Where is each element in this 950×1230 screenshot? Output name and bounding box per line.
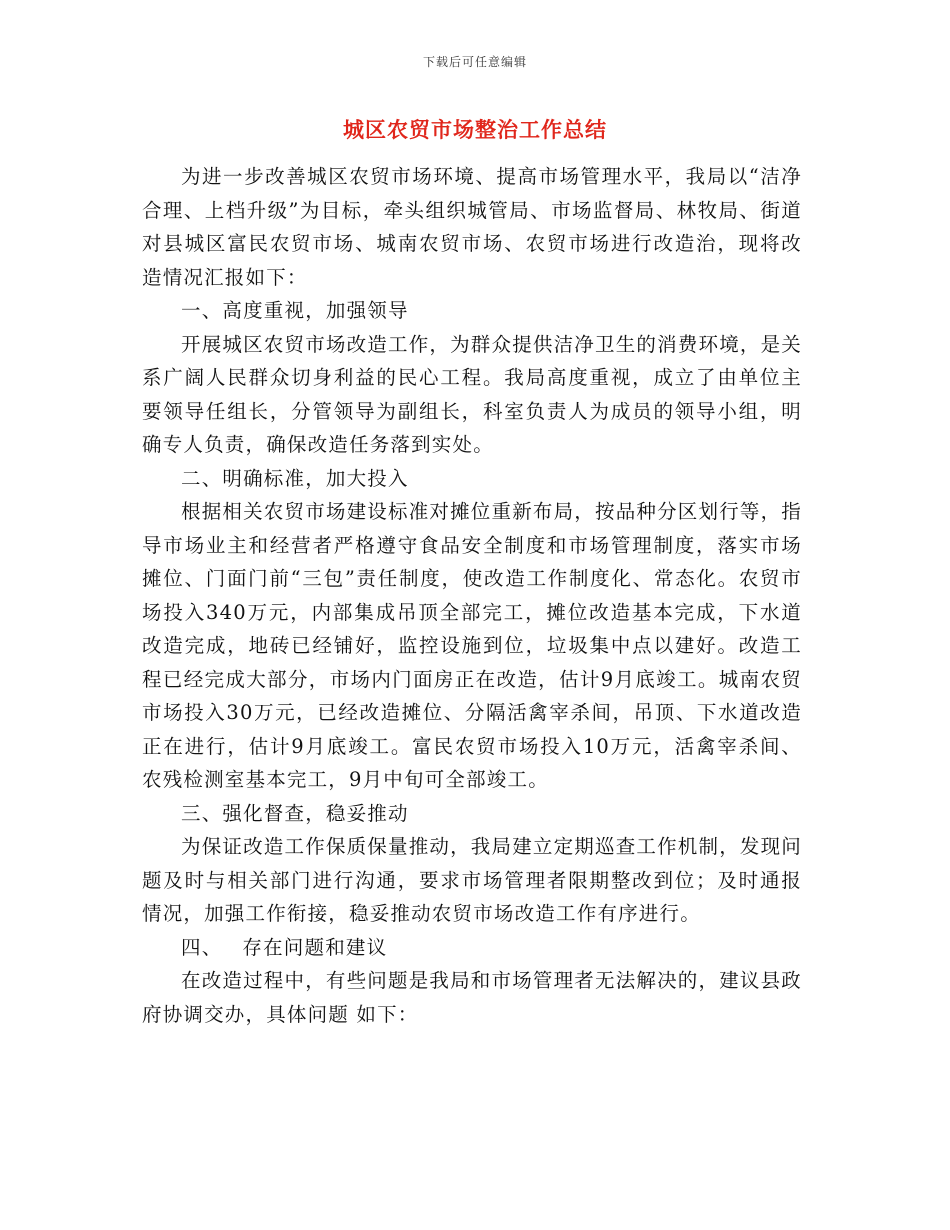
section-3-heading: 三、强化督查，稳妥推动 (181, 801, 409, 825)
intro-paragraph: 为进一步改善城区农贸市场环境、提高市场管理水平，我局以“洁净合理、上档升级”为目标，牵头组织城管局、市场监督局、林牧局、街道对县城区富民农贸市场、城南农贸市场、农贸市场进行改造治，现将改造情况汇报如下： (142, 165, 802, 289)
section-4-heading (142, 931, 802, 965)
document-title: 城区农贸市场整治工作总结 (343, 117, 607, 142)
section-4-heading-text: 存在问题和建议 (242, 935, 388, 959)
section-4-paragraph: 在改造过程中，有些问题是我局和市场管理者无法解决的，建议县政府协调交办，具体问题 如下： (142, 969, 803, 1026)
section-1-paragraph: 开展城区农贸市场改造工作，为群众提供洁净卫生的消费环境，是关系广阔人民群众切身利益的民心工程。我局高度重视，成立了由单位主要领导任组长，分管领导为副组长，科室负责人为成员的领导小组，明确专人负责，确保改造任务落到实处。 (142, 332, 803, 456)
section-2-paragraph: 根据相关农贸市场建设标准对摊位重新布局，按品种分区划行等，指导市场业主和经营者严格遵守食品安全制度和市场管理制度，落实市场摊位、门面门前“三包”责任制度，使改造工作制度化、常态化。农贸市场投入340万元，内部集成吊顶全部完工，摊位改造基本完成，下水道改造完成，地砖已经铺好，监控设施到位，垃圾集中点以建好。改造工程已经完成大部分，市场内门面房正在改造，估计9月底竣工。城南农贸市场投入30万元，已经改造摊位、分隔活禽宰杀间，吊顶、下水道改造正在进行，估计9月底竣工。富民农贸市场投入10万元，活禽宰杀间、农残检测室基本完工，9月中旬可全部竣工。 (142, 500, 803, 791)
section-4-heading-number: 四、 (181, 935, 223, 959)
section-2-heading: 二、明确标准，加大投入 (181, 466, 409, 490)
section-1-heading: 一、高度重视，加强领导 (181, 299, 409, 322)
document-body (142, 160, 802, 1031)
section-3-paragraph: 为保证改造工作保质保量推动，我局建立定期巡查工作机制，发现问题及时与相关部门进行沟通，要求市场管理者限期整改到位；及时通报情况，加强工作衔接，稳妥推动农贸市场改造工作有序进行。 (142, 835, 803, 925)
header-note: 下载后可任意编辑 (422, 55, 527, 69)
